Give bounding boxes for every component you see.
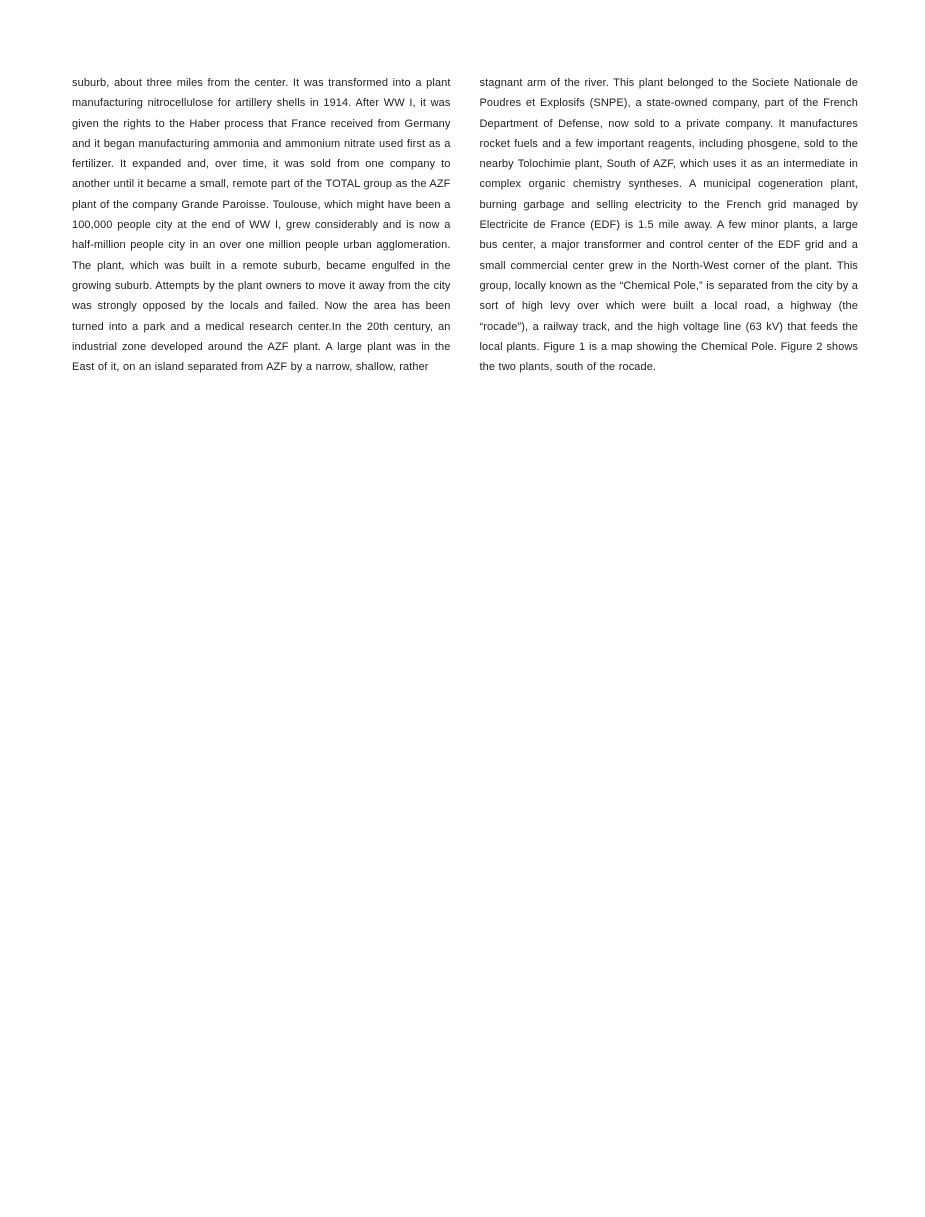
text-column-left: suburb, about three miles from the center. It was transformed into a plant manufacturing nitrocellulose for artillery shells in 1914. After WW I, it was given the rights to the Haber process that France received from Germany and it began manufacturing ammonia and ammonium nitrate used first as a fertilizer. It expanded and, over time, it was sold from one company to another until it became a small, remote part of the TOTAL group as the AZF plant of the company Grande Paroisse. Toulouse, which might have been a 100,000 people city at the end of WW I, grew considerably and is now a half-million people city in an over one million people urban agglomeration. The plant, which was built in a remote suburb, became engulfed in the growing suburb. Attempts by the plant owners to move it away from the city was strongly opposed by the locals and failed. Now the area has been turned into a park and a medical research center.In the 20th century, an industrial zone developed around the AZF plant. A large plant was in the East of it, on an island separated from AZF by a narrow, shallow, rather [72, 77, 451, 374]
text-column-right: stagnant arm of the river. This plant belonged to the Societe Nationale de Poudres et Explosifs (SNPE), a state-owned company, part of the French Department of Defense, now sold to a private company. It manufactures rocket fuels and a few important reagents, including phosgene, sold to the nearby Tolochimie plant, South of AZF, which uses it as an intermediate in complex organic chemistry syntheses. A municipal cogeneration plant, burning garbage and selling electricity to the French grid managed by Electricite de France (EDF) is 1.5 mile away. A few minor plants, a large bus center, a major transformer and control center of the EDF grid and a small commercial center grew in the North-West corner of the plant. This group, locally known as the “Chemical Pole,” is separated from the city by a sort of high levy over which were built a local road, a highway (the “rocade”), a railway track, and the high voltage line (63 kV) that feeds the local plants. Figure 1 is a map showing the Chemical Pole. Figure 2 shows the two plants, south of the rocade. [479, 77, 858, 374]
two-column-text-layout [72, 73, 858, 377]
